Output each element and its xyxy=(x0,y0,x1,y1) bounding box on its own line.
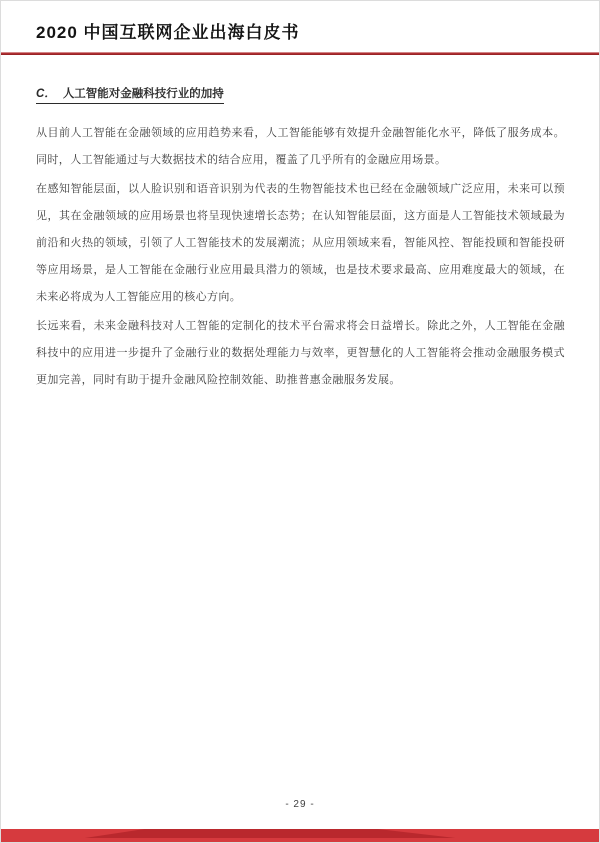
paragraph-3: 长远来看，未来金融科技对人工智能的定制化的技术平台需求将会日益增长。除此之外，人工智能在金融科技中的应用进一步提升了金融行业的数据处理能力与效率，更智慧化的人工智能将会推动金融服务模式更加完善，同时有助于提升金融风险控制效能、助推普惠金融服务发展。 xyxy=(36,320,565,386)
paragraph-1: 从目前人工智能在金融领域的应用趋势来看，人工智能能够有效提升金融智能化水平，降低了服务成本。同时，人工智能通过与大数据技术的结合应用，覆盖了几乎所有的金融应用场景。 xyxy=(36,127,565,166)
section-heading-title: 人工智能对金融科技行业的加持 xyxy=(62,88,224,100)
body-text xyxy=(36,120,565,394)
section-heading xyxy=(36,85,565,104)
page-number: - 29 - xyxy=(285,799,315,810)
section-heading-underline xyxy=(36,85,224,104)
header-divider-rule xyxy=(1,52,599,55)
footer-bar-accent-shape xyxy=(1,829,599,838)
footer-bar xyxy=(1,829,599,842)
main-content xyxy=(36,85,565,396)
page-title: 2020 中国互联网企业出海白皮书 xyxy=(36,23,300,42)
document-header xyxy=(36,21,565,45)
section-heading-letter: C． xyxy=(36,88,56,100)
paragraph-2: 在感知智能层面，以人脸识别和语音识别为代表的生物智能技术也已经在金融领域广泛应用，未来可以预见，其在金融领域的应用场景也将呈现快速增长态势；在认知智能层面，这方面是人工智能技术领域最为前沿和火热的领域，引领了人工智能技术的发展潮流；从应用领域来看，智能风控、智能投顾和智能投研等应用场景，是人工智能在金融行业应用最具潜力的领域，也是技术要求最高、应用难度最大的领域，在未来必将成为人工智能应用的核心方向。 xyxy=(36,183,565,303)
